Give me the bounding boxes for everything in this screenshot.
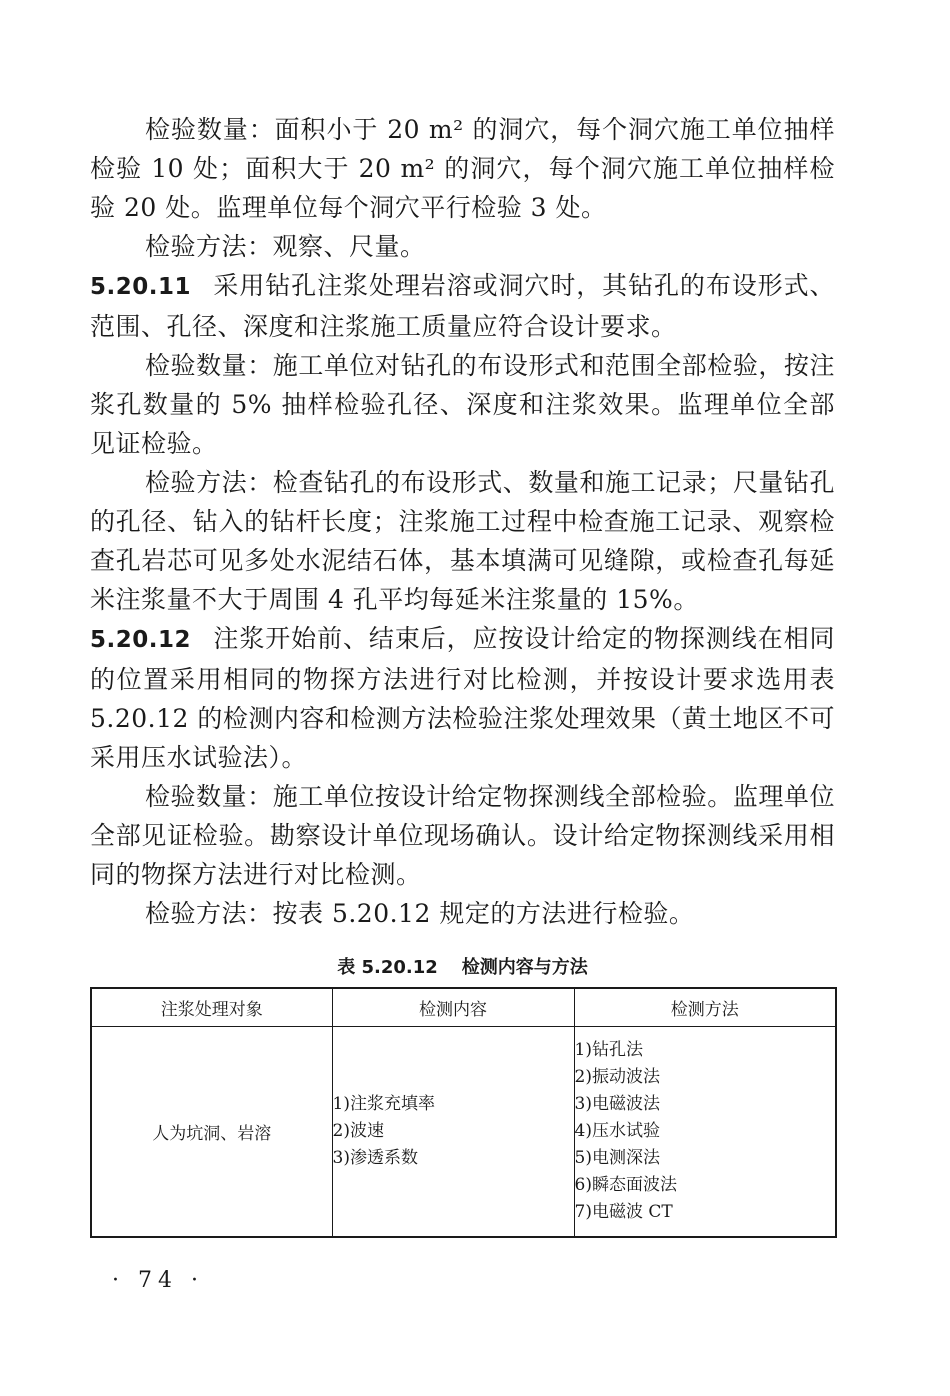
list-item: 2)波速 [332,1121,384,1141]
page-number: · 74 · [112,1268,204,1293]
list-item: 6)瞬态面波法 [574,1175,677,1195]
contents-list [333,1091,574,1172]
header-inspection-content: 检测内容 [332,988,574,1027]
clause-5-20-11 [90,266,835,346]
header-inspection-method: 检测方法 [574,988,836,1027]
paragraph-inspection-quantity-survey: 检验数量：施工单位按设计给定物探测线全部检验。监理单位全部见证检验。勘察设计单位现场确认。设计给定物探测线采用相同的物探方法进行对比检测。 [90,782,835,889]
list-item: 3)渗透系数 [332,1148,418,1168]
list-item: 4)压水试验 [574,1121,660,1141]
list-item: 1)注浆充填率 [332,1094,435,1114]
table-caption-number: 表 5.20.12 [337,957,438,978]
table-row [91,1027,836,1238]
table-header-row [91,988,836,1027]
cell-inspection-methods [574,1027,836,1238]
table-caption [90,955,835,981]
clause-text: 注浆开始前、结束后，应按设计给定的物探测线在相同的位置采用相同的物探方法进行对比检测，并按设计要求选用表 5.20.12 的检测内容和检测方法检验注浆处理效果（黄土地区不可采用压水试验法）。 [90,624,835,772]
paragraph-inspection-quantity-cave: 检验数量：面积小于 20 m² 的洞穴，每个洞穴施工单位抽样检验 10 处；面积大于 20 m² 的洞穴，每个洞穴施工单位抽样检验 20 处。监理单位每个洞穴平行检验 3 处。 [90,115,835,222]
header-grouting-object: 注浆处理对象 [91,988,332,1027]
paragraph-inspection-quantity-drilling: 检验数量：施工单位对钻孔的布设形式和范围全部检验，按注浆孔数量的 5% 抽样检验孔径、深度和注浆效果。监理单位全部见证检验。 [90,351,835,458]
paragraph-inspection-method-survey: 检验方法：按表 5.20.12 规定的方法进行检验。 [145,899,695,928]
list-item: 1)钻孔法 [574,1040,643,1060]
table-caption-title: 检测内容与方法 [461,957,588,978]
inspection-table [90,987,837,1238]
clause-5-20-12 [90,619,835,777]
paragraph-inspection-method-drilling: 检验方法：检查钻孔的布设形式、数量和施工记录；尺量钻孔的孔径、钻入的钻杆长度；注浆施工过程中检查施工记录、观察检查孔岩芯可见多处水泥结石体，基本填满可见缝隙，或检查孔每延米注浆量不大于周围 4 孔平均每延米注浆量的 15%。 [90,468,835,614]
methods-list [575,1037,836,1226]
list-item: 2)振动波法 [574,1067,660,1087]
cell-grouting-object: 人为坑洞、岩溶 [91,1027,332,1238]
page-content [90,110,835,1238]
list-item: 5)电测深法 [574,1148,660,1168]
cell-inspection-contents [332,1027,574,1238]
paragraph-inspection-method-cave: 检验方法：观察、尺量。 [145,232,426,261]
clause-text: 采用钻孔注浆处理岩溶或洞穴时，其钻孔的布设形式、范围、孔径、深度和注浆施工质量应符合设计要求。 [90,271,835,341]
list-item: 3)电磁波法 [574,1094,660,1114]
clause-number: 5.20.12 [90,627,191,653]
list-item: 7)电磁波 CT [574,1202,673,1222]
clause-number: 5.20.11 [90,274,191,300]
